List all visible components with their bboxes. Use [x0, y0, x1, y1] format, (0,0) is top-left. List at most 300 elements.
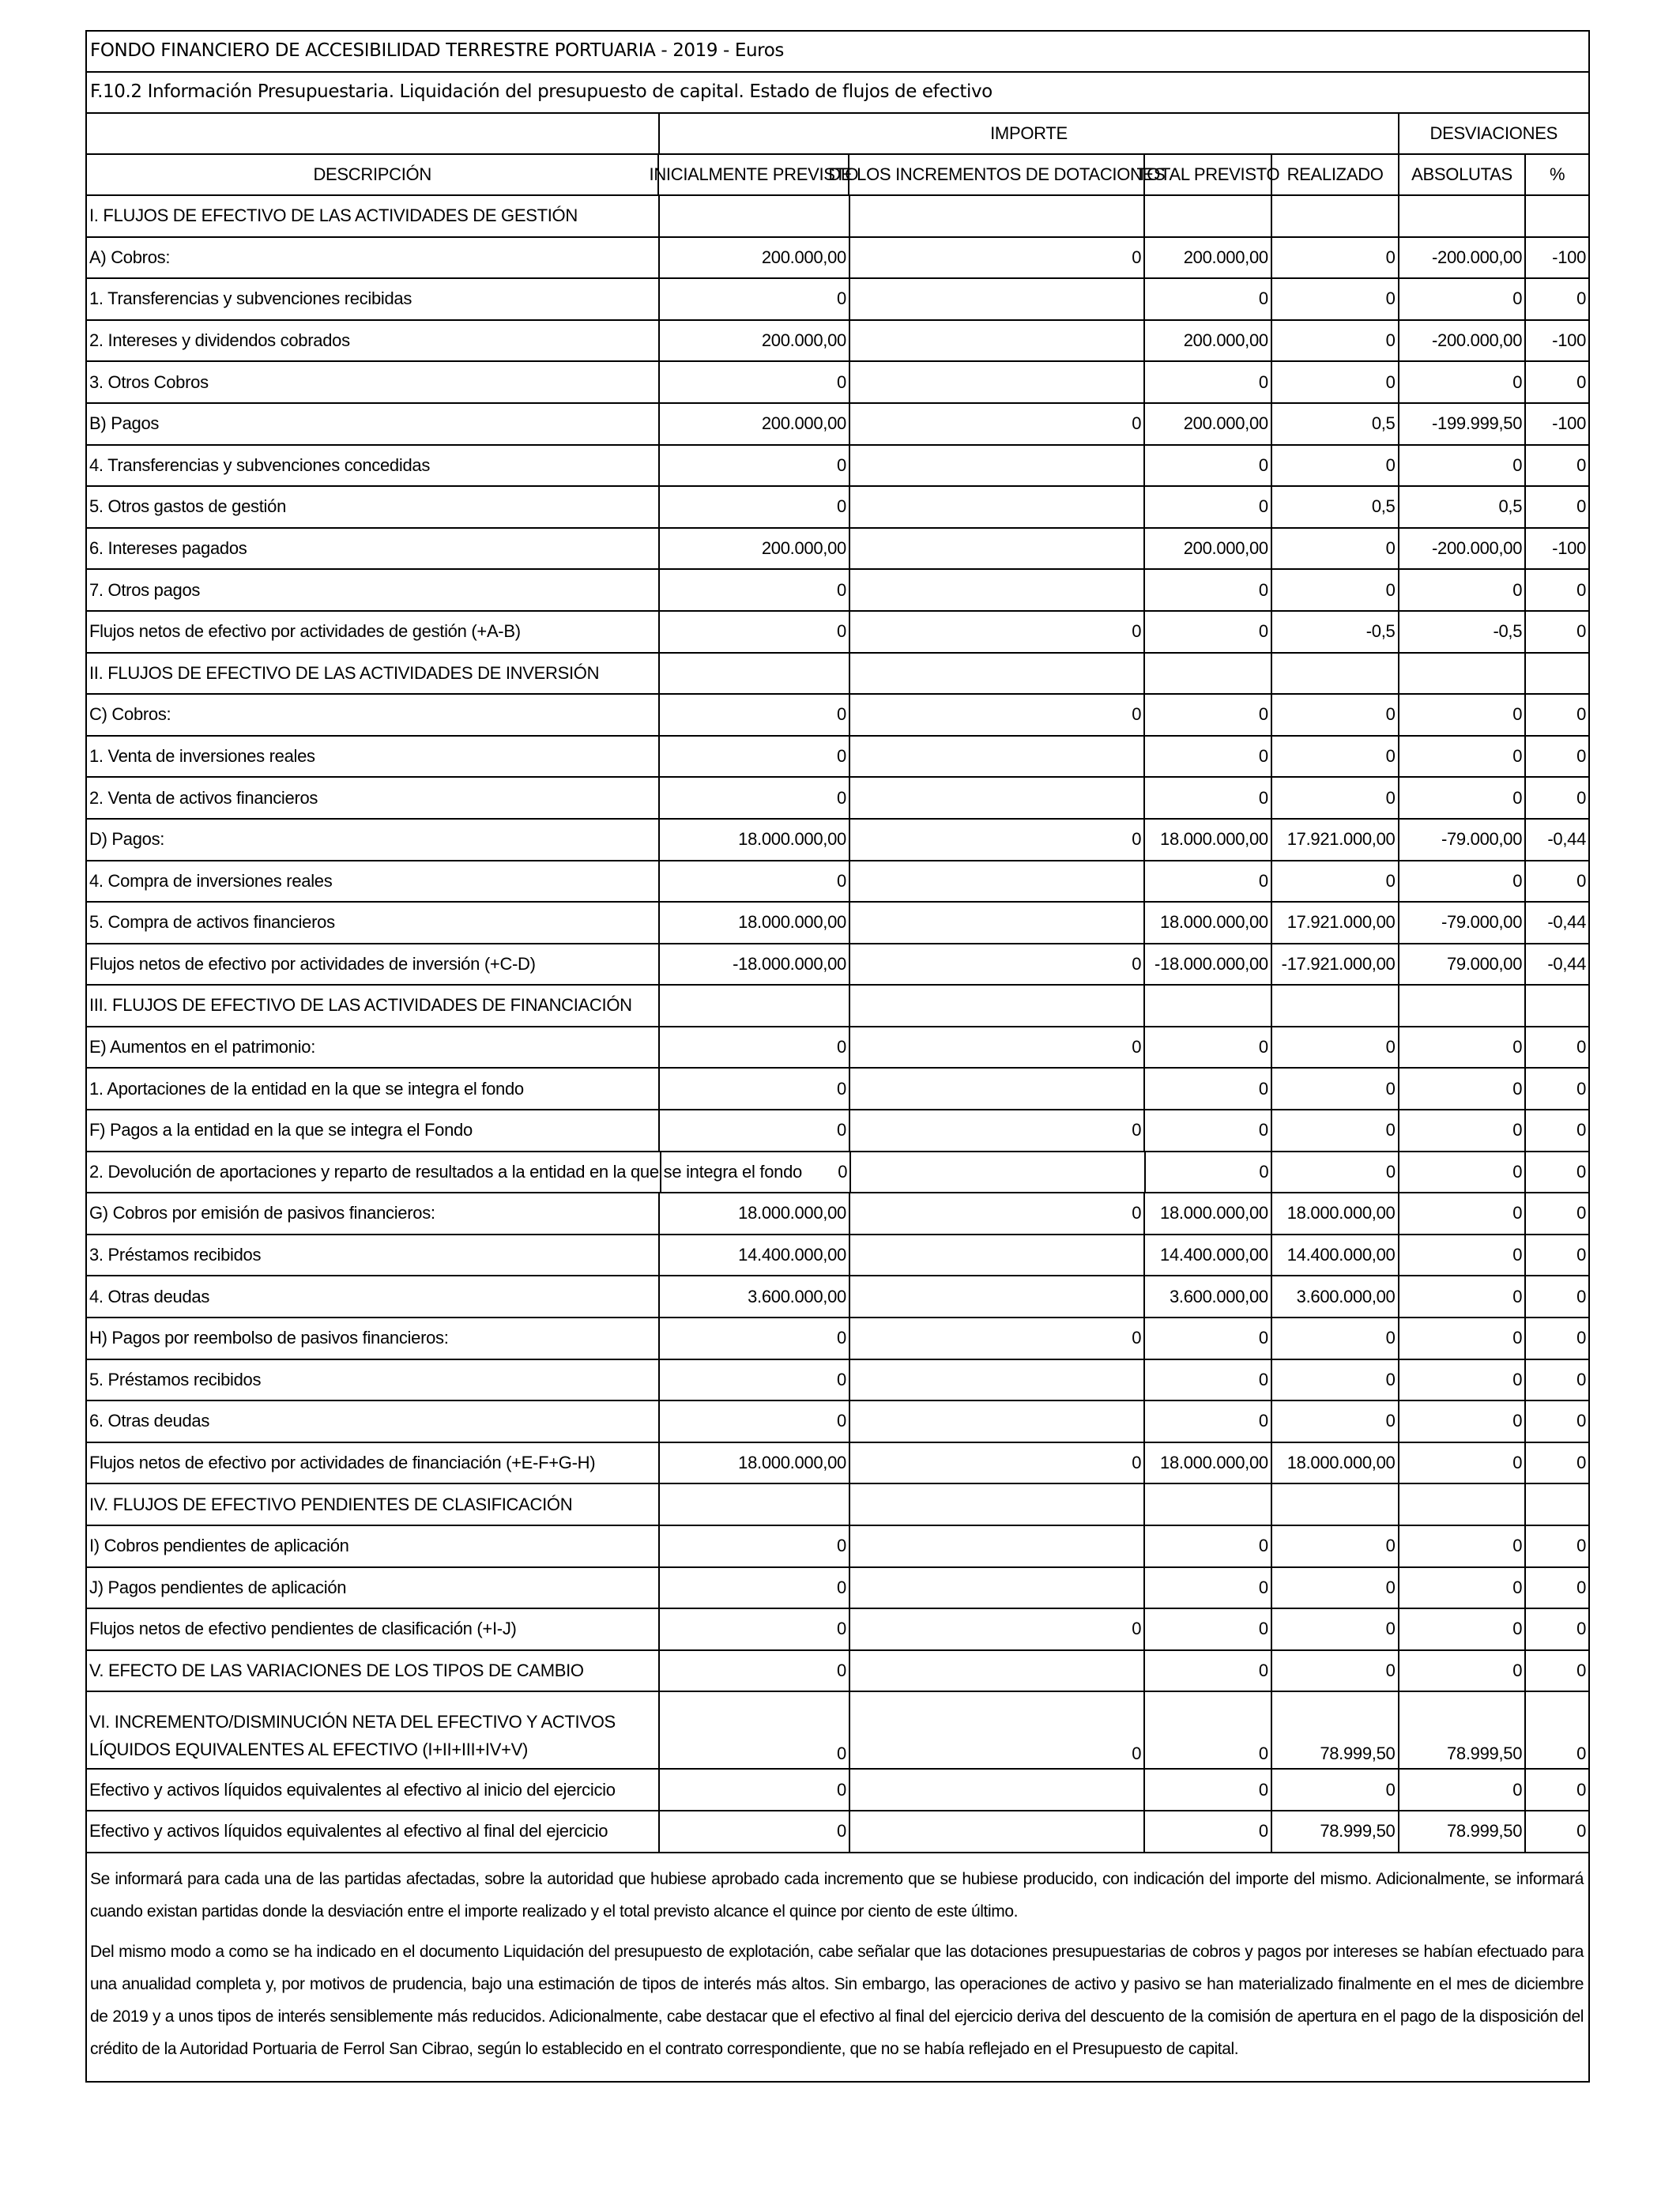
cell-realizado: 0 [1272, 1651, 1399, 1691]
cell-absolutas: 0 [1399, 446, 1527, 486]
cell-pct: 0 [1576, 1779, 1587, 1800]
table-row [85, 737, 1590, 778]
cell-pct: 0 [1576, 787, 1587, 808]
cell-absolutas: 0 [1399, 1443, 1527, 1483]
cell-incrementos [850, 196, 1145, 236]
cell-pct: -100 [1552, 330, 1587, 350]
table-row [85, 487, 1590, 529]
table-row [85, 570, 1590, 612]
cell-descripcion: E) Aumentos en el patrimonio: [87, 1027, 660, 1068]
cell-realizado: 17.921.000,00 [1272, 903, 1399, 943]
cell-incrementos [850, 737, 1145, 777]
cell-inicial [660, 654, 850, 694]
cell-descripcion: 5. Otros gastos de gestión [87, 487, 660, 527]
cell-pct: 0 [1576, 704, 1587, 725]
table-row [85, 196, 1590, 238]
cell-incrementos: 0 [850, 1443, 1145, 1483]
cell-total: 0 [1145, 695, 1272, 735]
cell-inicial [660, 196, 850, 236]
cell-total: 0 [1145, 1811, 1272, 1852]
cell-incrementos: 0 [850, 612, 1145, 652]
cell-descripcion: A) Cobros: [87, 238, 660, 278]
cell-descripcion: F) Pagos a la entidad en la que se integra el Fondo [87, 1110, 660, 1151]
table-row [85, 1770, 1590, 1811]
cell-descripcion: 2. Intereses y dividendos cobrados [87, 321, 660, 361]
note-paragraph: Se informará para cada una de las partidas afectadas, sobre la autoridad que hubiese aprobado cada incremento que se hubiese producido, con indicación del importe del mismo. Adicionalmente, se informará cuando existan partidas donde la desviación entre el importe realizado y el total previsto alcance el quince por ciento de este último. [90, 1869, 1584, 1921]
cell-pct: 0 [1576, 1369, 1587, 1389]
cell-descripcion: IV. FLUJOS DE EFECTIVO PENDIENTES DE CLASIFICACIÓN [87, 1484, 660, 1525]
cell-total: 14.400.000,00 [1145, 1235, 1272, 1276]
table-row [85, 1069, 1590, 1110]
report-subtitle: F.10.2 Información Presupuestaria. Liquidación del presupuesto de capital. Estado de flujos de efectivo [90, 81, 993, 103]
cell-realizado: 0 [1272, 529, 1399, 569]
table-row [85, 1027, 1590, 1069]
cell-absolutas: 0 [1399, 1360, 1527, 1400]
cell-incrementos [850, 362, 1145, 402]
cell-pct [1526, 196, 1588, 236]
table-row [85, 1110, 1590, 1152]
cell-total: 0 [1145, 861, 1272, 902]
cell-pct: 0 [1576, 1245, 1587, 1265]
cell-absolutas: -0,5 [1399, 612, 1527, 652]
col-header-inicial: INICIALMENTE PREVISTO [659, 155, 849, 194]
blank-header-cell [87, 114, 660, 153]
cell-incrementos [850, 321, 1145, 361]
cell-incrementos [850, 279, 1145, 319]
cell-incrementos: 0 [850, 695, 1145, 735]
cell-incrementos: 0 [850, 1110, 1145, 1151]
cell-incrementos [850, 1401, 1145, 1442]
cell-realizado: 78.999,50 [1272, 1811, 1399, 1852]
cell-inicial: 0 [660, 446, 850, 486]
cell-absolutas: -200.000,00 [1399, 529, 1527, 569]
cell-inicial: 0 [661, 1152, 851, 1193]
cell-realizado [1272, 1484, 1399, 1525]
cell-inicial: 200.000,00 [660, 321, 850, 361]
table-row [85, 1568, 1590, 1610]
table-row [85, 1526, 1590, 1568]
cell-pct: -100 [1552, 247, 1587, 267]
cell-incrementos [850, 1360, 1145, 1400]
cell-absolutas: -79.000,00 [1399, 820, 1527, 860]
cell-descripcion: 4. Otras deudas [87, 1276, 660, 1317]
cell-realizado: 0 [1272, 778, 1399, 818]
cell-inicial: 0 [660, 1069, 850, 1109]
cell-descripcion: 3. Préstamos recibidos [87, 1235, 660, 1276]
cell-total: 200.000,00 [1145, 238, 1272, 278]
col-header-realizado: REALIZADO [1272, 155, 1399, 194]
cell-inicial: 0 [660, 1318, 850, 1359]
cell-realizado: 0 [1272, 1568, 1399, 1608]
cell-inicial: 0 [660, 1609, 850, 1649]
table-row [85, 1318, 1590, 1360]
cell-pct: 0 [1576, 288, 1587, 309]
table-row [85, 944, 1590, 986]
cell-pct: 0 [1576, 1536, 1587, 1556]
cell-descripcion: I) Cobros pendientes de aplicación [87, 1526, 660, 1566]
cell-total: 200.000,00 [1145, 404, 1272, 444]
cell-incrementos [851, 1152, 1146, 1193]
cell-realizado: 3.600.000,00 [1272, 1276, 1399, 1317]
cell-realizado: 0 [1272, 1027, 1399, 1068]
cell-realizado: 0 [1272, 1526, 1399, 1566]
cell-absolutas: 0 [1399, 861, 1527, 902]
cell-descripcion: 5. Compra de activos financieros [87, 903, 660, 943]
cell-total: 200.000,00 [1145, 529, 1272, 569]
cell-inicial: 0 [660, 612, 850, 652]
cell-descripcion: 4. Compra de inversiones reales [87, 861, 660, 902]
cell-descripcion: 6. Intereses pagados [87, 529, 660, 569]
cell-descripcion: 3. Otros Cobros [87, 362, 660, 402]
cell-absolutas: 0 [1399, 362, 1527, 402]
cell-total: 0 [1145, 612, 1272, 652]
cell-descripcion: VI. INCREMENTO/DISMINUCIÓN NETA DEL EFECTIVO Y ACTIVOS LÍQUIDOS EQUIVALENTES AL EFECTIVO (I+II+III+IV+V) [87, 1692, 660, 1768]
table-row [85, 1484, 1590, 1526]
cell-descripcion: D) Pagos: [87, 820, 660, 860]
cell-descripcion: I. FLUJOS DE EFECTIVO DE LAS ACTIVIDADES DE GESTIÓN [87, 196, 660, 236]
table-row [85, 861, 1590, 903]
cell-incrementos [850, 778, 1145, 818]
subtitle-row [85, 73, 1590, 114]
cell-inicial: 0 [660, 1401, 850, 1442]
table-row [85, 986, 1590, 1027]
cell-absolutas: -79.000,00 [1399, 903, 1527, 943]
cell-total: 0 [1145, 362, 1272, 402]
cell-descripcion: G) Cobros por emisión de pasivos financieros: [87, 1193, 660, 1234]
cell-inicial: -18.000.000,00 [660, 944, 850, 985]
cell-incrementos: 0 [850, 1318, 1145, 1359]
cell-realizado: 0 [1272, 446, 1399, 486]
cell-absolutas: 0 [1399, 279, 1527, 319]
cell-inicial: 0 [660, 279, 850, 319]
cell-pct: 0 [1576, 371, 1587, 392]
cell-realizado: 0 [1272, 1318, 1399, 1359]
cell-descripcion: 1. Transferencias y subvenciones recibidas [87, 279, 660, 319]
cell-incrementos: 0 [850, 820, 1145, 860]
cell-incrementos [850, 570, 1145, 610]
cell-realizado: 0 [1272, 279, 1399, 319]
cell-realizado: 14.400.000,00 [1272, 1235, 1399, 1276]
cell-pct [1526, 1484, 1588, 1525]
cell-total: 0 [1145, 1526, 1272, 1566]
cell-absolutas [1399, 654, 1527, 694]
cell-inicial: 0 [660, 362, 850, 402]
cell-inicial: 0 [660, 1110, 850, 1151]
col-header-descripcion: DESCRIPCIÓN [87, 155, 659, 194]
cell-pct: 0 [1576, 454, 1587, 475]
title-row [85, 30, 1590, 73]
cell-incrementos [850, 1526, 1145, 1566]
cell-absolutas: 78.999,50 [1399, 1692, 1527, 1768]
cell-pct [1526, 986, 1588, 1026]
cell-inicial: 0 [660, 1811, 850, 1852]
table-row [85, 1360, 1590, 1402]
cell-realizado: 0 [1272, 1110, 1399, 1151]
cell-absolutas: 0 [1399, 1318, 1527, 1359]
cell-pct: 0 [1576, 1161, 1586, 1182]
cell-absolutas: 0 [1399, 1235, 1527, 1276]
table-row [85, 1152, 1590, 1194]
cell-total: 0 [1145, 1770, 1272, 1810]
cell-total: 0 [1145, 1692, 1272, 1768]
cell-total: 18.000.000,00 [1145, 820, 1272, 860]
cell-pct: 0 [1576, 1744, 1587, 1764]
cell-total: 0 [1145, 1651, 1272, 1691]
cell-inicial [660, 1484, 850, 1525]
col-header-absolutas: ABSOLUTAS [1399, 155, 1526, 194]
table-row [85, 238, 1590, 280]
cell-realizado: 0 [1272, 695, 1399, 735]
cell-absolutas: 0 [1399, 737, 1527, 777]
budget-sheet [85, 30, 1590, 2083]
report-title: FONDO FINANCIERO DE ACCESIBILIDAD TERRESTRE PORTUARIA - 2019 - Euros [90, 40, 784, 62]
cell-realizado: 0 [1272, 1360, 1399, 1400]
cell-realizado [1272, 654, 1399, 694]
cell-incrementos: 0 [850, 1193, 1145, 1234]
group-header-row [85, 114, 1590, 155]
cell-pct: 0 [1576, 621, 1587, 642]
cell-inicial: 18.000.000,00 [660, 820, 850, 860]
cell-absolutas: 0 [1399, 1526, 1527, 1566]
table-row [85, 446, 1590, 488]
cell-incrementos: 0 [850, 1692, 1145, 1768]
cell-pct: -0,44 [1547, 912, 1587, 933]
cell-realizado [1272, 986, 1399, 1026]
cell-realizado: 0 [1272, 1152, 1399, 1193]
cell-absolutas: 0 [1399, 1110, 1527, 1151]
table-row [85, 279, 1590, 321]
table-row [85, 404, 1590, 446]
cell-inicial: 200.000,00 [660, 404, 850, 444]
cell-realizado: -0,5 [1272, 612, 1399, 652]
cell-total [1145, 986, 1272, 1026]
cell-absolutas: 0 [1399, 1193, 1527, 1234]
cell-inicial: 0 [660, 1692, 850, 1768]
cell-total: 18.000.000,00 [1145, 903, 1272, 943]
cell-absolutas: 0 [1399, 1651, 1527, 1691]
cell-descripcion: H) Pagos por reembolso de pasivos financieros: [87, 1318, 660, 1359]
cell-inicial: 0 [660, 1027, 850, 1068]
cell-descripcion: Flujos netos de efectivo por actividades de financiación (+E-F+G-H) [87, 1443, 660, 1483]
cell-realizado: 0 [1272, 1770, 1399, 1810]
table-row [85, 1443, 1590, 1485]
cell-inicial: 0 [660, 1770, 850, 1810]
note-paragraph: Del mismo modo a como se ha indicado en el documento Liquidación del presupuesto de explotación, cabe señalar que las dotaciones presupuestarias de cobros y pagos por intereses se habían efectuado para una anualidad completa y, por motivos de prudencia, bajo una estimación de tipos de interés más altos. Sin embargo, las operaciones de activo y pasivo se han materializado finalmente en el mes de diciembre de 2019 y a unos tipos de interés sensiblemente más reducidos. Adicionalmente, cabe destacar que el efectivo al final del ejercicio deriva del descuento de la comisión de apertura en el pago de la disposición del crédito de la Autoridad Portuaria de Ferrol San Cibrao, según lo establecido en el contrato correspondiente, que no se había reflejado en el Presupuesto de capital. [90, 1942, 1584, 2058]
cell-total: 0 [1145, 1069, 1272, 1109]
table-row [85, 1692, 1590, 1770]
cell-inicial: 0 [660, 1360, 850, 1400]
cell-absolutas: -200.000,00 [1399, 238, 1527, 278]
cell-total: 18.000.000,00 [1145, 1193, 1272, 1234]
cell-inicial: 0 [660, 1568, 850, 1608]
cell-incrementos: 0 [850, 238, 1145, 278]
cell-pct: 0 [1576, 745, 1587, 766]
cell-incrementos [850, 1811, 1145, 1852]
cell-realizado: 0 [1272, 861, 1399, 902]
cell-inicial: 18.000.000,00 [660, 1443, 850, 1483]
cell-total: 0 [1145, 570, 1272, 610]
table-row [85, 1193, 1590, 1235]
desviaciones-group-header: DESVIACIONES [1430, 123, 1558, 143]
cell-inicial: 0 [660, 861, 850, 902]
cell-inicial: 0 [660, 570, 850, 610]
cell-realizado [1272, 196, 1399, 236]
cell-descripcion: 2. Devolución de aportaciones y reparto de resultados a la entidad en la que se integra el fondo [87, 1152, 661, 1193]
cell-total: 0 [1145, 1027, 1272, 1068]
cell-total: 0 [1145, 279, 1272, 319]
cell-total [1145, 1484, 1272, 1525]
col-header-incrementos: DE LOS INCREMENTOS DE DOTACIONES [849, 155, 1145, 194]
cell-incrementos [850, 986, 1145, 1026]
cell-realizado: 0 [1272, 362, 1399, 402]
cell-incrementos [850, 1651, 1145, 1691]
cell-total: 0 [1145, 1401, 1272, 1442]
cell-total: 0 [1145, 778, 1272, 818]
cell-inicial: 0 [660, 695, 850, 735]
cell-pct: 0 [1576, 1120, 1587, 1140]
table-row [85, 1401, 1590, 1443]
column-header-row [85, 155, 1590, 196]
cell-realizado: 0 [1272, 1401, 1399, 1442]
cell-realizado: 78.999,50 [1272, 1692, 1399, 1768]
cell-pct: 0 [1576, 870, 1587, 891]
cell-realizado: 17.921.000,00 [1272, 820, 1399, 860]
cell-realizado: 0 [1272, 238, 1399, 278]
cell-inicial: 18.000.000,00 [660, 903, 850, 943]
cell-realizado: 0 [1272, 570, 1399, 610]
cell-descripcion: V. EFECTO DE LAS VARIACIONES DE LOS TIPOS DE CAMBIO [87, 1651, 660, 1691]
cell-inicial: 0 [660, 778, 850, 818]
cell-total: 0 [1145, 1360, 1272, 1400]
cell-incrementos [850, 861, 1145, 902]
table-row [85, 1609, 1590, 1651]
cell-incrementos: 0 [850, 1609, 1145, 1649]
cell-incrementos [850, 1235, 1145, 1276]
cell-realizado: 0,5 [1272, 404, 1399, 444]
cell-absolutas: 0 [1399, 1069, 1527, 1109]
cell-incrementos [850, 1276, 1145, 1317]
table-row [85, 1811, 1590, 1853]
cell-inicial: 0 [660, 737, 850, 777]
cell-descripcion: 6. Otras deudas [87, 1401, 660, 1442]
table-body [85, 196, 1590, 1853]
cell-incrementos [850, 1568, 1145, 1608]
cell-pct: 0 [1576, 1037, 1587, 1057]
cell-descripcion: 1. Aportaciones de la entidad en la que se integra el fondo [87, 1069, 660, 1109]
cell-realizado: 0 [1272, 321, 1399, 361]
col-header-total: TOTAL PREVISTO [1145, 155, 1272, 194]
cell-descripcion: 4. Transferencias y subvenciones concedidas [87, 446, 660, 486]
cell-inicial: 14.400.000,00 [660, 1235, 850, 1276]
cell-inicial: 3.600.000,00 [660, 1276, 850, 1317]
table-row [85, 903, 1590, 944]
cell-absolutas: 0 [1399, 1276, 1527, 1317]
cell-absolutas: 0 [1399, 1609, 1527, 1649]
cell-absolutas: 0 [1399, 1152, 1526, 1193]
cell-realizado: 0,5 [1272, 487, 1399, 527]
cell-pct: 0 [1576, 1619, 1587, 1639]
table-row [85, 778, 1590, 820]
cell-inicial: 200.000,00 [660, 529, 850, 569]
cell-total: 0 [1145, 737, 1272, 777]
cell-descripcion: 7. Otros pagos [87, 570, 660, 610]
table-row [85, 362, 1590, 404]
cell-pct: -100 [1552, 413, 1587, 434]
cell-descripcion: B) Pagos [87, 404, 660, 444]
cell-descripcion: Flujos netos de efectivo por actividades de gestión (+A-B) [87, 612, 660, 652]
cell-pct: 0 [1576, 1821, 1587, 1842]
cell-pct: 0 [1576, 1453, 1587, 1473]
notes-box [85, 1853, 1590, 2083]
cell-pct: 0 [1576, 1660, 1587, 1680]
cell-absolutas: 0,5 [1399, 487, 1527, 527]
cell-total: 0 [1145, 1318, 1272, 1359]
cell-total [1145, 654, 1272, 694]
cell-absolutas [1399, 196, 1527, 236]
cell-descripcion: 2. Venta de activos financieros [87, 778, 660, 818]
cell-incrementos [850, 1484, 1145, 1525]
table-row [85, 1651, 1590, 1693]
cell-descripcion: Efectivo y activos líquidos equivalentes al efectivo al inicio del ejercicio [87, 1770, 660, 1810]
cell-absolutas: 0 [1399, 1568, 1527, 1608]
cell-incrementos [850, 903, 1145, 943]
cell-incrementos [850, 487, 1145, 527]
cell-descripcion: II. FLUJOS DE EFECTIVO DE LAS ACTIVIDADES DE INVERSIÓN [87, 654, 660, 694]
cell-absolutas: 0 [1399, 1401, 1527, 1442]
cell-total: 0 [1146, 1152, 1272, 1193]
cell-inicial: 0 [660, 1526, 850, 1566]
cell-pct [1526, 654, 1588, 694]
cell-inicial: 0 [660, 487, 850, 527]
table-row [85, 1235, 1590, 1277]
cell-descripcion: 1. Venta de inversiones reales [87, 737, 660, 777]
cell-descripcion: C) Cobros: [87, 695, 660, 735]
cell-total: 0 [1145, 446, 1272, 486]
cell-total [1145, 196, 1272, 236]
table-row [85, 820, 1590, 861]
cell-incrementos [850, 446, 1145, 486]
cell-incrementos: 0 [850, 1027, 1145, 1068]
cell-pct: -0,44 [1547, 829, 1587, 850]
cell-total: 0 [1145, 1568, 1272, 1608]
cell-absolutas [1399, 986, 1527, 1026]
table-row [85, 321, 1590, 363]
table-row [85, 695, 1590, 737]
cell-pct: 0 [1576, 1411, 1587, 1431]
cell-descripcion: III. FLUJOS DE EFECTIVO DE LAS ACTIVIDADES DE FINANCIACIÓN [87, 986, 660, 1026]
cell-absolutas: 78.999,50 [1399, 1811, 1527, 1852]
cell-absolutas: 0 [1399, 1770, 1527, 1810]
cell-total: 0 [1145, 487, 1272, 527]
cell-pct: 0 [1576, 1577, 1587, 1597]
cell-realizado: 18.000.000,00 [1272, 1193, 1399, 1234]
cell-absolutas: -199.999,50 [1399, 404, 1527, 444]
cell-pct: 0 [1576, 1286, 1587, 1306]
importe-group-header: IMPORTE [660, 114, 1399, 153]
cell-total: -18.000.000,00 [1145, 944, 1272, 985]
cell-inicial: 18.000.000,00 [660, 1193, 850, 1234]
cell-incrementos [850, 654, 1145, 694]
cell-absolutas: 0 [1399, 695, 1527, 735]
table-row [85, 1276, 1590, 1318]
cell-inicial [660, 986, 850, 1026]
cell-incrementos [850, 1770, 1145, 1810]
cell-incrementos [850, 1069, 1145, 1109]
cell-pct: -100 [1552, 537, 1587, 558]
cell-incrementos [850, 529, 1145, 569]
cell-absolutas: 0 [1399, 570, 1527, 610]
cell-descripcion: Flujos netos de efectivo por actividades de inversión (+C-D) [87, 944, 660, 985]
